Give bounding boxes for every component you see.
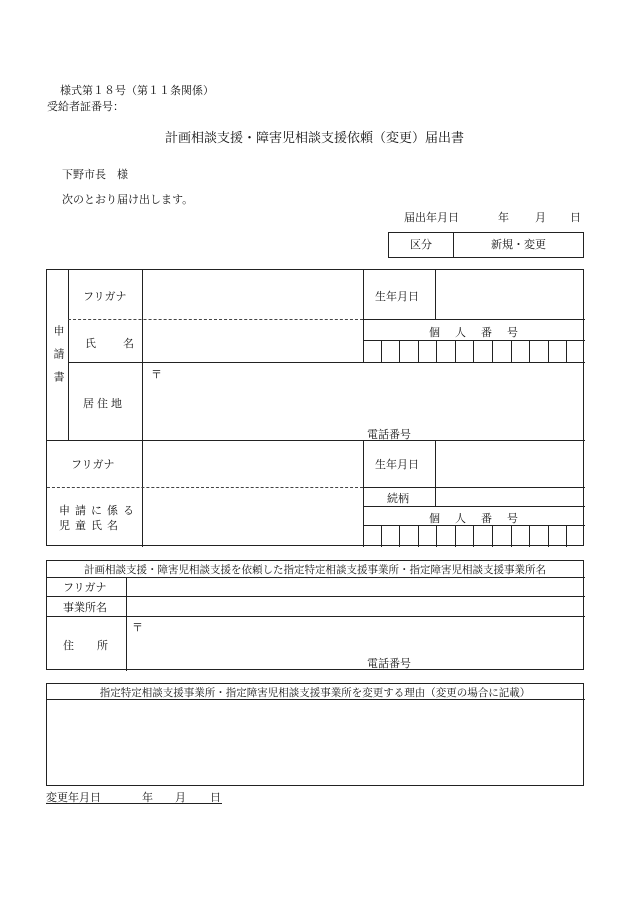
change-date-label: 変更年月日 (46, 791, 101, 804)
child-name-label-2: 児童氏名 (59, 519, 123, 532)
submission-month: 月 (535, 211, 546, 224)
child-furigana-label: フリガナ (71, 458, 115, 471)
page-title: 計画相談支援・障害児相談支援依頼（変更）届出書 (165, 131, 465, 146)
category-label: 区分 (389, 233, 454, 258)
recipient-number-label: 受給者証番号： (47, 100, 124, 113)
office-phone-label: 電話番号 (367, 657, 411, 670)
applicant-furigana-label: フリガナ (83, 290, 127, 303)
office-table (46, 560, 584, 670)
addressee: 下野市長 様 (62, 168, 128, 181)
change-date-row (46, 789, 222, 804)
form-number: 様式第１８号（第１１条関係） (60, 84, 214, 97)
applicant-name-label: 氏 名 (85, 337, 142, 350)
reason-header: 指定特定相談支援事業所・指定障害児相談支援事業所を変更する理由（変更の場合に記載） (99, 687, 531, 699)
category-value[interactable]: 新規・変更 (454, 233, 584, 258)
applicant-birthdate-label: 生年月日 (375, 290, 419, 303)
applicant-number-boxes[interactable] (363, 340, 585, 362)
reason-box[interactable] (46, 683, 584, 786)
change-day: 日 (210, 791, 221, 804)
submission-date-label: 届出年月日 (404, 211, 459, 224)
change-year: 年 (142, 791, 153, 804)
applicant-section-label: 申請書 (52, 325, 65, 394)
applicant-phone-label: 電話番号 (367, 428, 411, 441)
applicant-postal-mark: 〒 (151, 368, 162, 381)
child-name-label-1: 申請に係る (59, 504, 139, 517)
office-address-label: 住 所 (63, 639, 114, 652)
submission-year: 年 (498, 211, 509, 224)
child-birthdate-label: 生年月日 (375, 458, 419, 471)
office-postal-mark: 〒 (132, 621, 143, 634)
child-number-boxes[interactable] (363, 525, 585, 547)
category-table (388, 232, 584, 258)
applicant-table (46, 269, 584, 546)
intro-text: 次のとおり届け出します。 (62, 193, 194, 206)
applicant-address-label: 居住地 (83, 397, 125, 410)
office-furigana-label: フリガナ (63, 581, 107, 594)
office-name-label: 事業所名 (63, 601, 107, 614)
child-relationship-label: 続柄 (387, 492, 409, 505)
submission-day: 日 (570, 211, 581, 224)
applicant-number-label: 個 人 番 号 (429, 326, 520, 339)
office-header: 計画相談支援・障害児相談支援を依頼した指定特定相談支援事業所・指定障害児相談支援事業所名 (84, 564, 546, 576)
change-month: 月 (175, 791, 186, 804)
child-number-label: 個 人 番 号 (429, 512, 520, 525)
